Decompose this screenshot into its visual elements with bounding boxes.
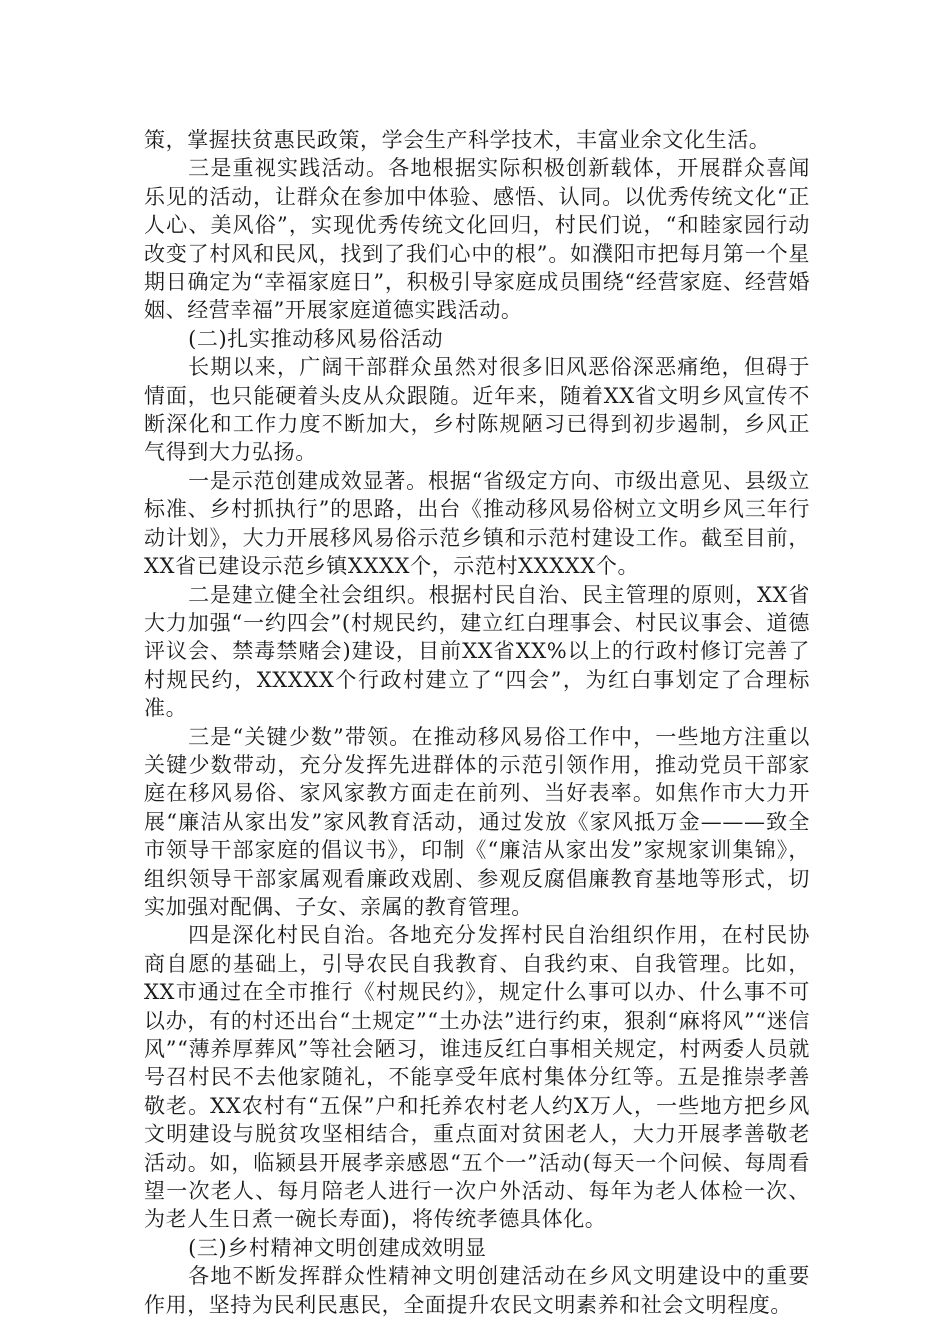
paragraph-key-minority: 三是“关键少数”带领。在推动移风易俗工作中，一些地方注重以关键少数带动，充分发挥先进群体的示范引领作用，推动党员干部家庭在移风易俗、家风家教方面走在前列、当好表率。如焦作市大力开展“廉洁从家出发”家风教育活动，通过发放《家风抵万金———致全市领导干部家庭的倡议书》，印制《“廉洁从家出发”家规家训集锦》，组织领导干部家属观看廉政戏剧、参观反腐倡廉教育基地等形式，切实加强对配偶、子女、亲属的教育管理。 (144, 724, 810, 919)
paragraph-long-term: 长期以来，广阔干部群众虽然对很多旧风恶俗深恶痛绝，但碍于情面，也只能硬着头皮从众跟随。近年来，随着XX省文明乡风宣传不断深化和工作力度不断加大，乡村陈规陋习已得到初步遏制，乡风正气得到大力弘扬。 (144, 355, 810, 465)
paragraph-demonstration: 一是示范创建成效显著。根据“省级定方向、市级出意见、县级立标准、乡村抓执行”的思路，出台《推动移风易俗树立文明乡风三年行动计划》，大力开展移风易俗示范乡镇和示范村建设工作。截至目前，XX省已建设示范乡镇XXXX个，示范村XXXXX个。 (144, 468, 810, 579)
section-heading-2: (二)扎实推动移风易俗活动 (188, 326, 444, 351)
paragraph-continuation: 策，掌握扶贫惠民政策，学会生产科学技术，丰富业余文化生活。 (144, 128, 771, 152)
paragraph-social-organizations: 二是建立健全社会组织。根据村民自治、民主管理的原则，XX省大力加强“一约四会”(村规民约，建立红白理事会、村民议事会、道德评议会、禁毒禁赌会)建设，目前XX省XX%以上的行政村修订完善了村规民约，XXXXX个行政村建立了“四会”，为红白事划定了合理标准。 (144, 582, 810, 721)
paragraph-spiritual-civilization: 各地不断发挥群众性精神文明创建活动在乡风文明建设中的重要作用，坚持为民利民惠民，全面提升农民文明素养和社会文明程度。 (144, 1264, 810, 1317)
paragraph-village-autonomy: 四是深化村民自治。各地充分发挥村民自治组织作用，在村民协商自愿的基础上，引导农民自我教育、自我约束、自我管理。比如，XX市通过在全市推行《村规民约》，规定什么事可以办、什么事不可以办，有的村还出台“土规定”“土办法”进行约束，狠刹“麻将风”“迷信风”“薄养厚葬风”等社会陋习，谁违反红白事相关规定，村两委人员就号召村民不去他家随礼，不能享受年底村集体分红等。五是推崇孝善敬老。XX农村有“五保”户和托养农村老人约X万人，一些地方把乡风文明建设与脱贫攻坚相结合，重点面对贫困老人，大力开展孝善敬老活动。如，临颍县开展孝亲感恩“五个一”活动(每天一个问候、每周看望一次老人、每月陪老人进行一次户外活动、每年为老人体检一次、为老人生日煮一碗长寿面)，将传统孝德具体化。 (144, 923, 810, 1232)
document-page (144, 126, 810, 1319)
section-heading-3: (三)乡村精神文明创建成效明显 (188, 1235, 487, 1260)
paragraph-practice-activities: 三是重视实践活动。各地根据实际积极创新载体，开展群众喜闻乐见的活动，让群众在参加中体验、感悟、认同。以优秀传统文化“正人心、美风俗”，实现优秀传统文化回归，村民们说，“和睦家园行动改变了村风和民风，找到了我们心中的根”。如濮阳市把每月第一个星期日确定为“幸福家庭日”，积极引导家庭成员围绕“经营家庭、经营婚姻、经营幸福”开展家庭道德实践活动。 (144, 156, 810, 323)
